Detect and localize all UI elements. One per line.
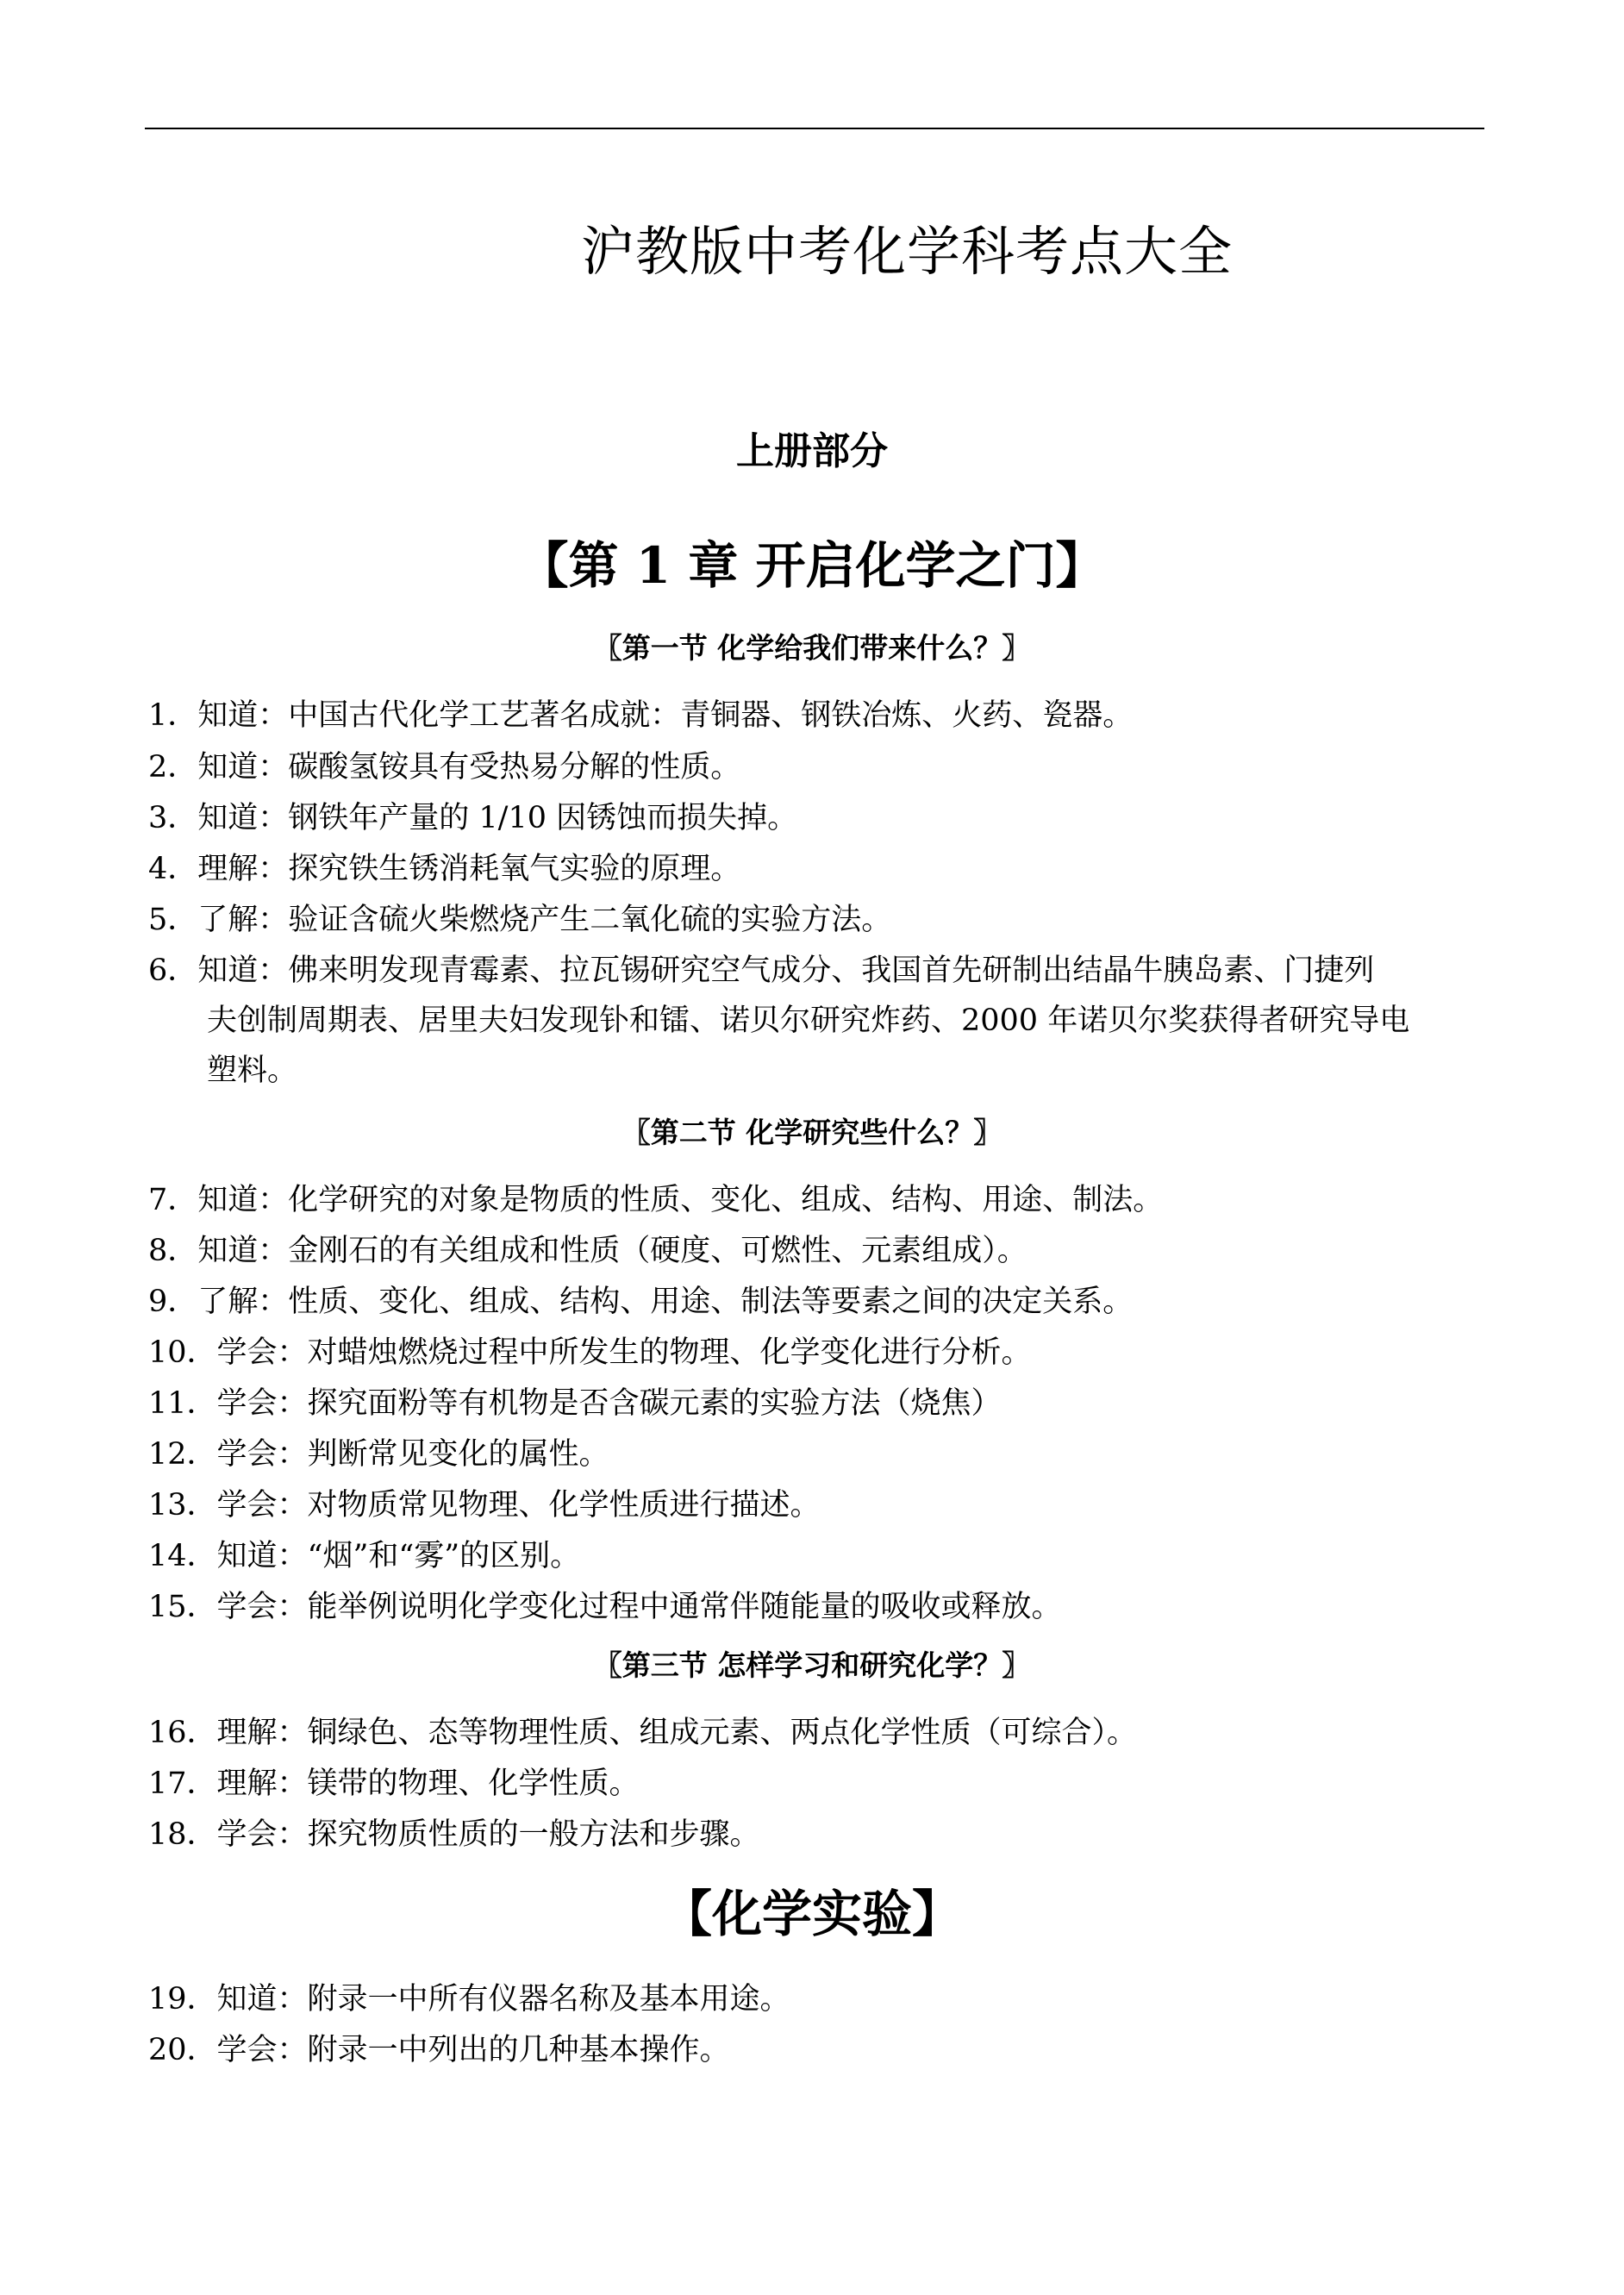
item-number: 3． bbox=[148, 801, 198, 835]
section-title: 〖第二节 化学研究些什么？〗 bbox=[621, 1116, 1003, 1149]
item-number: 4． bbox=[148, 852, 198, 886]
item-number: 2． bbox=[148, 750, 198, 785]
item-text: 学会：探究物质性质的一般方法和步骤。 bbox=[216, 1817, 760, 1852]
header-rule bbox=[145, 128, 1484, 129]
list-item bbox=[148, 844, 1490, 894]
item-text: 理解：探究铁生锈消耗氧气实验的原理。 bbox=[197, 852, 741, 886]
item-number: 1． bbox=[148, 698, 198, 733]
list-item bbox=[148, 1759, 1490, 1809]
part-title: 上册部分 bbox=[736, 429, 888, 473]
list-item bbox=[148, 1379, 1490, 1429]
item-number: 12． bbox=[148, 1437, 217, 1472]
item-text-continued: 塑料。 bbox=[207, 1054, 298, 1088]
item-number: 14． bbox=[148, 1539, 217, 1573]
section-title: 〖第一节 化学给我们带来什么？〗 bbox=[593, 631, 1031, 665]
item-number: 19． bbox=[148, 1982, 217, 2017]
list-item bbox=[148, 1582, 1490, 1632]
list-item bbox=[148, 742, 1490, 792]
item-text: 学会：对蜡烛燃烧过程中所发生的物理、化学变化进行分析。 bbox=[216, 1335, 1032, 1370]
item-number: 16． bbox=[148, 1716, 217, 1750]
item-text: 了解：验证含硫火柴燃烧产生二氧化硫的实验方法。 bbox=[197, 903, 892, 937]
chapter-title: 【化学实验】 bbox=[661, 1885, 962, 1943]
item-text: 学会：能举例说明化学变化过程中通常伴随能量的吸收或释放。 bbox=[216, 1590, 1062, 1624]
item-text: 知道：碳酸氢铵具有受热易分解的性质。 bbox=[197, 750, 741, 785]
item-text: 知道：佛来明发现青霉素、拉瓦锡研究空气成分、我国首先研制出结晶牛胰岛素、门捷列 bbox=[197, 954, 1375, 988]
item-text: 学会：探究面粉等有机物是否含碳元素的实验方法（烧焦） bbox=[216, 1386, 1002, 1421]
item-number: 15． bbox=[148, 1590, 217, 1624]
list-item bbox=[148, 895, 1490, 945]
item-text: 知道：金刚石的有关组成和性质（硬度、可燃性、元素组成）。 bbox=[197, 1234, 1027, 1268]
item-number: 8． bbox=[148, 1234, 198, 1268]
item-number: 13． bbox=[148, 1488, 217, 1523]
item-number: 7． bbox=[148, 1183, 198, 1217]
list-item bbox=[148, 1531, 1490, 1581]
item-text: 知道：“烟”和“雾”的区别。 bbox=[216, 1539, 581, 1573]
item-number: 10． bbox=[148, 1335, 217, 1370]
document-title: 沪教版中考化学科考点大全 bbox=[580, 220, 1233, 283]
item-text: 知道：钢铁年产量的 1/10 因锈蚀而损失掉。 bbox=[197, 801, 798, 835]
chapter-title: 【第 1 章 开启化学之门】 bbox=[518, 536, 1106, 595]
item-line bbox=[148, 946, 1490, 996]
list-item bbox=[148, 1480, 1490, 1530]
item-text: 知道：中国古代化学工艺著名成就：青铜器、钢铁冶炼、火药、瓷器。 bbox=[197, 698, 1134, 733]
item-text-continued: 夫创制周期表、居里夫妇发现钋和镭、诺贝尔研究炸药、2000 年诺贝尔奖获得者研究导电 bbox=[207, 1004, 1410, 1038]
list-item bbox=[148, 2025, 1490, 2075]
item-number: 9． bbox=[148, 1285, 198, 1319]
item-number: 6． bbox=[148, 954, 198, 988]
item-number: 20． bbox=[148, 2033, 217, 2067]
list-item bbox=[148, 1974, 1490, 2024]
list-item bbox=[148, 1429, 1490, 1479]
list-item bbox=[148, 1328, 1490, 1378]
list-item bbox=[148, 1810, 1490, 1860]
list-item bbox=[148, 1175, 1490, 1225]
list-item bbox=[148, 946, 1490, 1096]
list-item bbox=[148, 1277, 1490, 1327]
list-item bbox=[148, 1708, 1490, 1758]
list-item bbox=[148, 691, 1490, 741]
item-text: 学会：对物质常见物理、化学性质进行描述。 bbox=[216, 1488, 821, 1523]
list-item bbox=[148, 1226, 1490, 1276]
item-text: 理解：铜绿色、态等物理性质、组成元素、两点化学性质（可综合）。 bbox=[216, 1716, 1138, 1750]
item-text: 学会：附录一中列出的几种基本操作。 bbox=[216, 2033, 730, 2067]
item-text: 学会：判断常见变化的属性。 bbox=[216, 1437, 609, 1472]
item-number: 5． bbox=[148, 903, 198, 937]
item-number: 11． bbox=[148, 1386, 217, 1421]
list-item bbox=[148, 793, 1490, 843]
item-text: 知道：化学研究的对象是物质的性质、变化、组成、结构、用途、制法。 bbox=[197, 1183, 1164, 1217]
item-text: 了解：性质、变化、组成、结构、用途、制法等要素之间的决定关系。 bbox=[197, 1285, 1134, 1319]
section-title: 〖第三节 怎样学习和研究化学？〗 bbox=[593, 1648, 1031, 1682]
item-text: 知道：附录一中所有仪器名称及基本用途。 bbox=[216, 1982, 790, 2017]
item-number: 18． bbox=[148, 1817, 217, 1852]
item-number: 17． bbox=[148, 1767, 217, 1801]
item-text: 理解：镁带的物理、化学性质。 bbox=[216, 1767, 640, 1801]
